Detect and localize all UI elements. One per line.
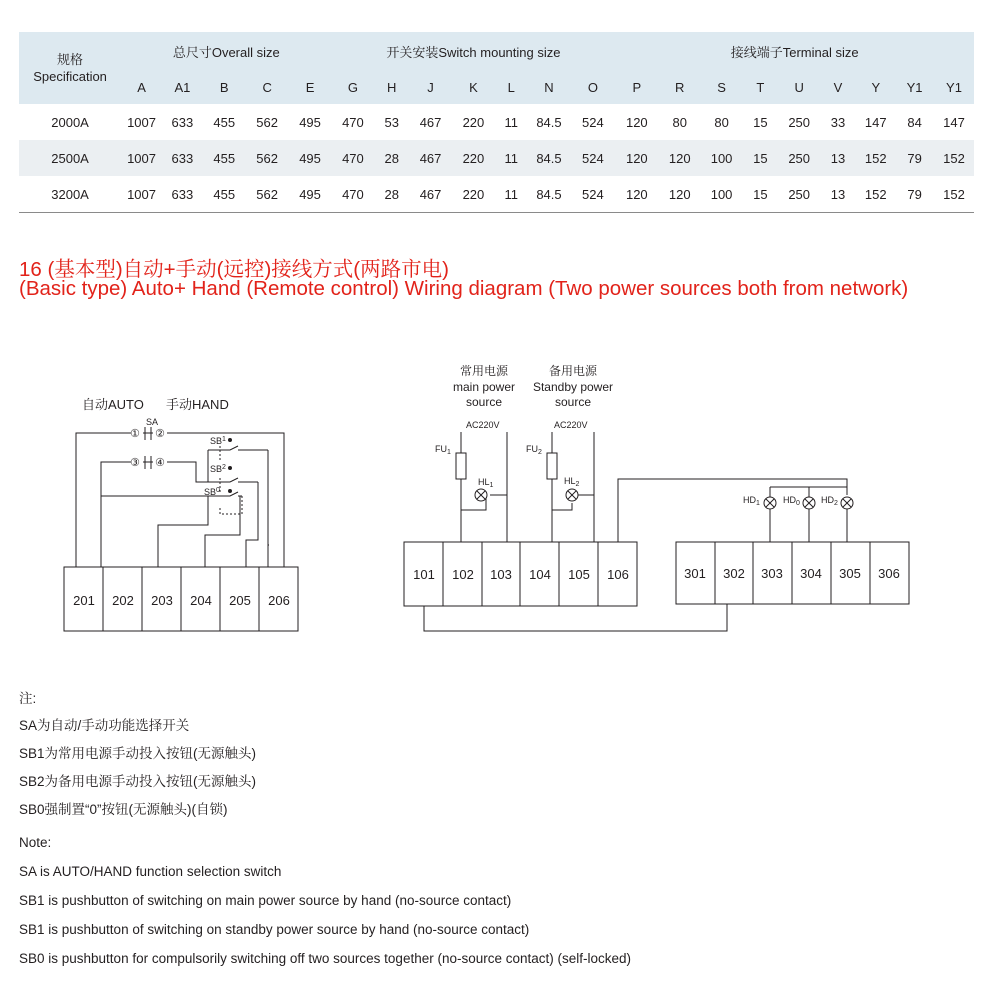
terminal-305: 305 [839,566,861,581]
terminal-102: 102 [452,567,474,582]
table-cell: 455 [203,176,246,213]
table-cell: 633 [162,176,203,213]
table-cell: 220 [452,176,495,213]
table-cell: 15 [753,114,768,130]
section-title-en: (Basic type) Auto+ Hand (Remote control) Wiring diagram (Two power sources both from network) [19,277,909,300]
terminal-103: 103 [490,567,512,582]
terminal-206: 206 [268,593,290,608]
lamp-hl1-icon [475,489,487,501]
table-cell: 562 [246,140,289,176]
column-header: L [495,70,528,104]
spec-cell: 3200A [19,176,121,213]
control-circuit [64,427,298,631]
group-terminal-size: 接线端子Terminal size [615,32,974,70]
table-cell: 53 [384,114,399,130]
table-cell: 1007 [121,140,162,176]
table-cell: 470 [331,140,374,176]
table-cell: 84.5 [528,176,571,213]
table-cell: 15 [742,176,779,213]
table-cell: 495 [299,114,321,130]
lamp-hl2-icon [566,489,578,501]
terminal-104: 104 [529,567,551,582]
column-header: Y [856,70,895,104]
group-overall-size: 总尺寸Overall size [121,32,331,70]
table-cell: 455 [213,114,236,130]
table-cell: 220 [452,140,495,176]
column-header: U [779,70,820,104]
terminal-303: 303 [761,566,783,581]
spec-cell: 2500A [19,140,121,176]
column-header: V [820,70,857,104]
lamp-hd2-icon [841,497,853,509]
note-en-item: SB1 is pushbutton of switching on standby power source by hand (no-source contact) [19,922,530,937]
terminal-201: 201 [73,593,95,608]
terminal-106: 106 [607,567,629,582]
table-cell: 33 [830,114,846,130]
group-switch-mounting-size: 开关安装Switch mounting size [331,32,615,70]
spec-cell: 2000A [51,114,89,130]
table-cell: 562 [256,114,278,130]
table-cell: 467 [409,176,452,213]
standby-voltage-label: AC220V [554,420,588,430]
column-header: J [409,70,452,104]
table-cell: 120 [658,140,701,176]
table-cell: 467 [419,114,442,130]
terminal-302: 302 [723,566,745,581]
section-title-cn: 16 (基本型)自动+手动(远控)接线方式(两路市电) [19,258,449,281]
standby-source-label-en: Standby power [532,380,614,394]
table-cell: 524 [582,114,604,130]
fu2-label: $FU_2$ [526,444,542,456]
terminal-205: 205 [229,593,251,608]
column-header: C [246,70,289,104]
terminal-203: 203 [151,593,173,608]
hd1-label: $HD_1$ [743,495,760,507]
column-header: N [528,70,571,104]
table-cell: 152 [856,176,895,213]
table-cell: 562 [246,176,289,213]
table-cell: 84.5 [528,140,571,176]
notes-heading-en: Note: [19,835,52,850]
note-cn-item: SB2为备用电源手动投入按钮(无源触头) [19,774,257,789]
table-cell: 152 [934,140,974,176]
note-cn-item: SB1为常用电源手动投入按钮(无源触头) [19,746,257,761]
auto-label: 自动AUTO [82,397,144,412]
note-cn-item: SA为自动/手动功能选择开关 [19,718,190,733]
spec-header-en: Specification [33,69,107,84]
column-header: P [615,70,658,104]
table-cell: 84 [907,114,922,130]
fu1-label: $FU_1$ [435,444,451,456]
column-header: Y1 [895,70,934,104]
sa-contact-4: ④ [155,457,165,469]
table-cell: 79 [895,140,934,176]
table-cell: 495 [289,140,332,176]
column-header: O [570,70,615,104]
hand-label: 手动HAND [166,397,229,412]
main-voltage-label: AC220V [466,420,500,430]
spec-header-cn: 规格 [57,52,84,67]
table-cell: 120 [615,176,658,213]
table-cell: 524 [570,176,615,213]
terminal-101: 101 [413,567,435,582]
sb2-label: $SB^2$ [210,464,226,474]
sb0-label: $SB^0$ [204,487,220,497]
table-cell: 84.5 [536,114,562,130]
table-cell: 120 [625,114,648,130]
table-cell: 1007 [121,176,162,213]
table-cell: 13 [820,140,857,176]
column-header: H [374,70,409,104]
lamp-hd0-icon [803,497,815,509]
table-cell: 467 [409,140,452,176]
table-cell: 120 [615,140,658,176]
table-cell: 79 [895,176,934,213]
sb1-label: $SB^1$ [210,436,226,446]
note-en-item: SA is AUTO/HAND function selection switch [19,864,282,879]
main-source-label-en: main power [452,380,516,394]
table-cell: 11 [495,140,528,176]
power-source-circuit [404,432,847,631]
lamp-hd1-icon [764,497,776,509]
hd2-label: $HD_2$ [821,495,838,507]
table-cell: 100 [701,140,742,176]
main-source-label-en2: source [465,395,503,409]
column-header: T [742,70,779,104]
table-cell: 28 [374,140,409,176]
sa-contact-3: ③ [130,457,140,469]
table-cell: 524 [570,140,615,176]
standby-source-label-en2: source [554,395,592,409]
standby-source-label-cn: 备用电源 [548,364,598,378]
main-source-label-cn: 常用电源 [459,364,509,378]
table-cell: 495 [289,176,332,213]
sa-contact-2: ② [155,428,165,440]
table-cell: 152 [934,176,974,213]
column-header: Y1 [934,70,974,104]
column-header: A1 [162,70,203,104]
table-cell: 80 [672,114,687,130]
table-cell: 152 [856,140,895,176]
table-cell: 633 [171,114,194,130]
note-cn-item: SB0强制置“0”按钮(无源触头)(自锁) [19,802,228,817]
notes-heading-cn: 注: [19,691,37,706]
terminal-301: 301 [684,566,706,581]
terminal-204: 204 [190,593,212,608]
sa-label: SA [146,417,159,427]
table-cell: 13 [820,176,857,213]
column-header: R [658,70,701,104]
column-header: B [203,70,246,104]
table-cell: 80 [714,114,729,130]
terminal-304: 304 [800,566,822,581]
table-cell: 11 [495,176,528,213]
sa-contact-1: ① [130,428,140,440]
table-cell: 11 [504,114,518,130]
table-cell: 100 [701,176,742,213]
table-cell: 470 [331,176,374,213]
table-cell: 147 [864,114,887,130]
note-en-item: SB0 is pushbutton for compulsorily switching off two sources together (no-source contact) (self-locked) [19,951,632,966]
terminal-202: 202 [112,593,134,608]
table-cell: 147 [943,114,965,130]
table-cell: 250 [779,176,820,213]
table-cell: 250 [779,140,820,176]
table-cell: 470 [342,114,364,130]
table-cell: 15 [742,140,779,176]
table-cell: 455 [203,140,246,176]
table-cell: 250 [788,114,811,130]
hl1-label: $HL_1$ [478,477,494,489]
column-header: A [121,70,162,104]
table-cell: 1007 [127,114,156,130]
table-cell: 120 [658,176,701,213]
column-header: G [331,70,374,104]
terminal-306: 306 [878,566,900,581]
terminal-105: 105 [568,567,590,582]
hd0-label: $HD_0$ [783,495,800,507]
note-en-item: SB1 is pushbutton of switching on main power source by hand (no-source contact) [19,893,512,908]
column-header: E [289,70,332,104]
table-cell: 633 [162,140,203,176]
column-header: K [452,70,495,104]
column-header: S [701,70,742,104]
hl2-label: $HL_2$ [564,476,580,488]
table-cell: 220 [462,114,485,130]
table-cell: 28 [374,176,409,213]
